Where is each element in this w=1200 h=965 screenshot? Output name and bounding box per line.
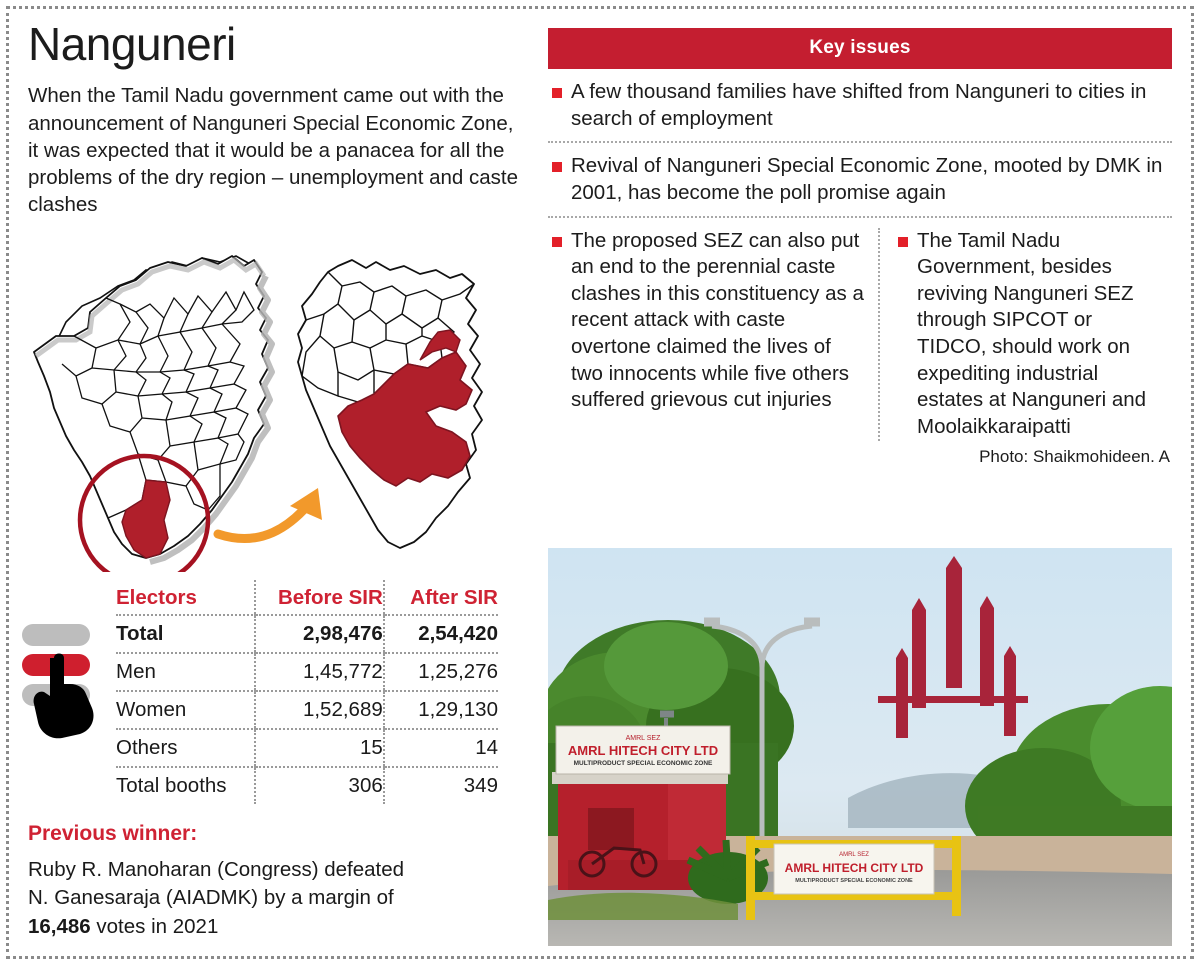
- key-issue-item: [894, 228, 1156, 441]
- table-row: [116, 615, 498, 653]
- page-title: Nanguneri: [28, 18, 236, 70]
- gate-sign-line2: AMRL HITECH CITY LTD: [784, 861, 924, 875]
- key-issues-columns: [548, 218, 1172, 441]
- maps-panel: [22, 252, 532, 572]
- bullet-square-icon: [898, 237, 908, 247]
- right-column: [548, 28, 1172, 473]
- key-issues-right-column: [894, 228, 1156, 441]
- electors-table: [116, 580, 498, 804]
- table-header-after-sir: After SIR: [384, 580, 498, 615]
- key-issue-text: A few thousand families have shifted from Nanguneri to cities in search of employment: [571, 80, 1147, 130]
- sign-line2: AMRL HITECH CITY LTD: [567, 743, 719, 758]
- previous-winner-line2: N. Ganesaraja (AIADMK) by a margin of: [28, 886, 394, 910]
- key-issue-text: Revival of Nanguneri Special Economic Zone, mooted by DMK in 2001, has become the poll promise again: [571, 154, 1163, 204]
- key-issues-header: Key issues: [548, 28, 1172, 69]
- table-row: [116, 729, 498, 767]
- row-after-value: 1,25,276: [384, 653, 498, 691]
- gate-sign-line1: AMRL SEZ: [839, 852, 869, 858]
- key-issue-text: The proposed SEZ can also put an end to the perennial caste clashes in this constituency as a recent attack with caste overtone claimed the lives of two innocents while five others suffered grievous cut injuries: [571, 228, 864, 412]
- previous-winner-heading: Previous winner:: [28, 822, 198, 845]
- constituency-detail-map: [298, 260, 482, 548]
- bullet-square-icon: [552, 237, 562, 247]
- table-header-electors: Electors: [116, 580, 255, 615]
- table-row: [116, 691, 498, 729]
- sign-line1: AMRL SEZ: [625, 735, 661, 742]
- row-after-value: 1,29,130: [384, 691, 498, 729]
- sign-line3: MULTIPRODUCT SPECIAL ECONOMIC ZONE: [573, 760, 713, 767]
- previous-winner-margin: 16,486: [28, 914, 91, 938]
- map-graphic: [22, 252, 532, 572]
- table-row: [116, 653, 498, 691]
- key-issue-item: [548, 143, 1172, 215]
- bullet-square-icon: [552, 162, 562, 172]
- left-column: [28, 20, 528, 219]
- row-before-value: 1,52,689: [255, 691, 384, 729]
- row-label: Men: [116, 653, 255, 691]
- row-before-value: 306: [255, 767, 384, 804]
- row-label: Women: [116, 691, 255, 729]
- table-header-row: [116, 580, 498, 615]
- bullet-square-icon: [552, 88, 562, 98]
- row-label: Total: [116, 615, 255, 653]
- key-issue-item: [548, 228, 866, 414]
- row-before-value: 1,45,772: [255, 653, 384, 691]
- key-issue-text: The Tamil Nadu Government, besides reviving Nanguneri SEZ through SIPCOT or TIDCO, should work on expediting industrial estates at Nanguneri and Moolaikkaraipatti: [917, 228, 1147, 439]
- previous-winner-line1: Ruby R. Manoharan (Congress) defeated: [28, 858, 405, 881]
- table-header-before-sir: Before SIR: [255, 580, 384, 615]
- row-after-value: 349: [384, 767, 498, 804]
- key-issues-left-column: [548, 228, 878, 441]
- ballot-bar-top: [22, 624, 90, 646]
- tamil-nadu-state-map: [34, 256, 272, 572]
- row-after-value: 14: [384, 729, 498, 767]
- vertical-dotted-divider: [878, 228, 880, 441]
- voting-hand-icon: [18, 618, 114, 740]
- row-label: Others: [116, 729, 255, 767]
- gate-sign-line3: MULTIPRODUCT SPECIAL ECONOMIC ZONE: [795, 878, 913, 884]
- row-after-value: 2,54,420: [384, 615, 498, 653]
- zoom-arrow-icon: [218, 488, 322, 539]
- row-label: Total booths: [116, 774, 227, 797]
- photo-credit: Photo: Shaikmohideen. A: [979, 446, 1170, 466]
- photo-image: [548, 548, 1172, 946]
- previous-winner-line3: votes in 2021: [90, 914, 219, 938]
- key-issue-item: [548, 69, 1172, 141]
- previous-winner-text: [28, 856, 498, 941]
- row-before-value: 15: [255, 729, 384, 767]
- intro-paragraph: When the Tamil Nadu government came out with the announcement of Nanguneri Special Economic Zone, it was expected that it would be a panacea for all the problems of the dry region – unemployment and caste clashes: [28, 84, 518, 217]
- row-before-value: 2,98,476: [255, 615, 384, 653]
- table-row: [116, 767, 498, 804]
